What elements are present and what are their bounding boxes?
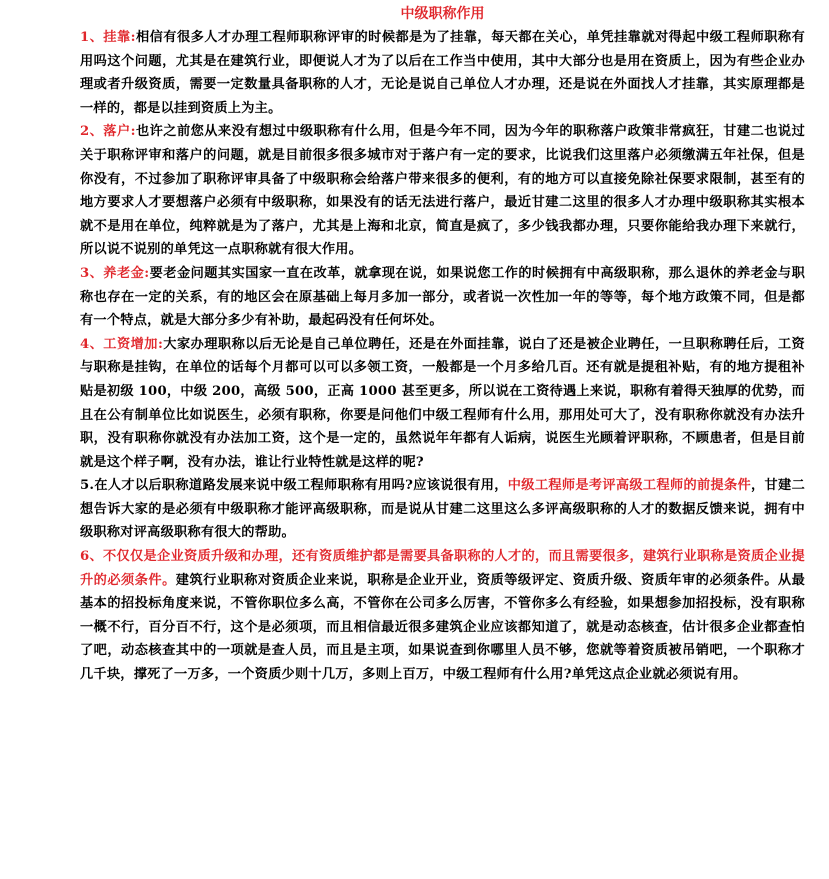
paragraph-6-lead: 6、不仅仅是企业资质升级和办理，还有资质维护都是需要具备职称的人才的，而且需要很多，建筑行业职称是资质企业提升的必须条件。 [80,549,805,588]
paragraph-6-text: 建筑行业职称对资质企业来说，职称是企业开业，资质等级评定、资质升级、资质年审的必须条件。从最基本的招投标角度来说，不管你职位多么高，不管你在公司多么厉害，不管你多么有经验，如果想参加招投标，没有职称一概不行，百分百不行，这个是必须项，而且相信最近很多建筑企业应该都知道了，就是动态核查，估计很多企业都查怕了吧，动态核查其中的一项就是查人员，而且是主项，如果说查到你哪里人员不够，您就等着资质被吊销吧，一个职称才几千块，撑死了一万多，一个资质少则十几万，多则上百万，中级工程师有什么用?单凭这点企业就必须说有用。 [80,572,806,683]
paragraph-1 [80,26,805,120]
paragraph-2-text: 也许之前您从来没有想过中级职称有什么用，但是今年不同，因为今年的职称落户政策非常疯狂，甘建二也说过关于职称评审和落户的问题，就是目前很多很多城市对于落户有一定的要求，比说我们这里落户必须缴满五年社保，但是你没有，不过参加了职称评审具备了中级职称会给落户带来很多的便利，有的地方可以直接免除社保要求限制，甚至有的地方要求人才要想落户必须有中级职称，如果没有的话无法进行落户，最近甘建二这里的很多人才办理中级职称其实根本就不是用在单位，纯粹就是为了落户，尤其是上海和北京，简直是疯了，多少钱我都办理，只要你能给我办理下来就行，所以说不说别的单凭这一点职称就有很大作用。 [80,124,806,258]
paragraph-3 [80,262,805,333]
paragraph-1-label: 1、挂靠: [80,30,136,45]
paragraph-1-text: 相信有很多人才办理工程师职称评审的时候都是为了挂靠，每天都在关心，单凭挂靠就对得起中级工程师职称有用吗这个问题，尤其是在建筑行业，即便说人才为了以后在工作当中使用，其中大部分也是用在资质上，因为有些企业办理或者升级资质，需要一定数量具备职称的人才，无论是说自己单位人才办理，还是说在外面找人才挂靠，其实原理都是一样的，都是以挂到资质上为主。 [80,30,806,116]
paragraph-5-post: ，甘建二想告诉大家的是必须有中级职称才能评高级职称，而是说从甘建二这里这么多评高级职称的人才的数据反馈来说，拥有中级职称对评高级职称有很大的帮助。 [80,478,806,541]
paragraph-5-highlight: 中级工程师是考评高级工程师的前提条件 [507,478,752,494]
paragraph-2 [80,120,805,262]
paragraph-4 [80,333,805,475]
paragraph-4-label: 4、工资增加: [80,336,164,352]
paragraph-3-label: 3、养老金: [80,265,150,281]
document-title: 中级职称作用 [400,6,485,22]
paragraph-4-text: 大家办理职称以后无论是自己单位聘任，还是在外面挂靠，说白了还是被企业聘任，一旦职称聘任后，工资与职称是挂钩，在单位的话每个月都可以可以多领工资，一般都是一个月多给几百。还有就是提租补贴，有的地方提租补贴是初级 100，中级 200，高级 500，正高 1000 甚至更多，所以说在工资待遇上来说，职称有着得天独厚的优势，而且在公有制单位比如说医生，必须有职称，你要是问他们中级工程师有什么用，那用处可大了，没有职称你就没有办法升职，没有职称你就没有办法加工资，这个是一定的，虽然说年年都有人诟病，说医生光顾着评职称，不顾患者，但是目前就是这个样子啊，没有办法，谁让行业特性就是这样的呢? [80,336,805,470]
paragraph-3-text: 要老金问题其实国家一直在改革，就拿现在说，如果说您工作的时候拥有中高级职称，那么退休的养老金与职称也存在一定的关系，有的地区会在原基础上每月多加一部分，或者说一次性加一年的等等，每个地方政策不同，但是都有一个特点，就是大部分多少有补助，最起码没有任何坏处。 [80,265,806,329]
paragraph-5 [80,474,805,545]
paragraph-6 [80,545,805,687]
paragraph-5-pre: 5.在人才以后职称道路发展来说中级工程师职称有用吗?应该说很有用， [80,478,508,494]
paragraph-2-label: 2、落户: [80,124,136,140]
